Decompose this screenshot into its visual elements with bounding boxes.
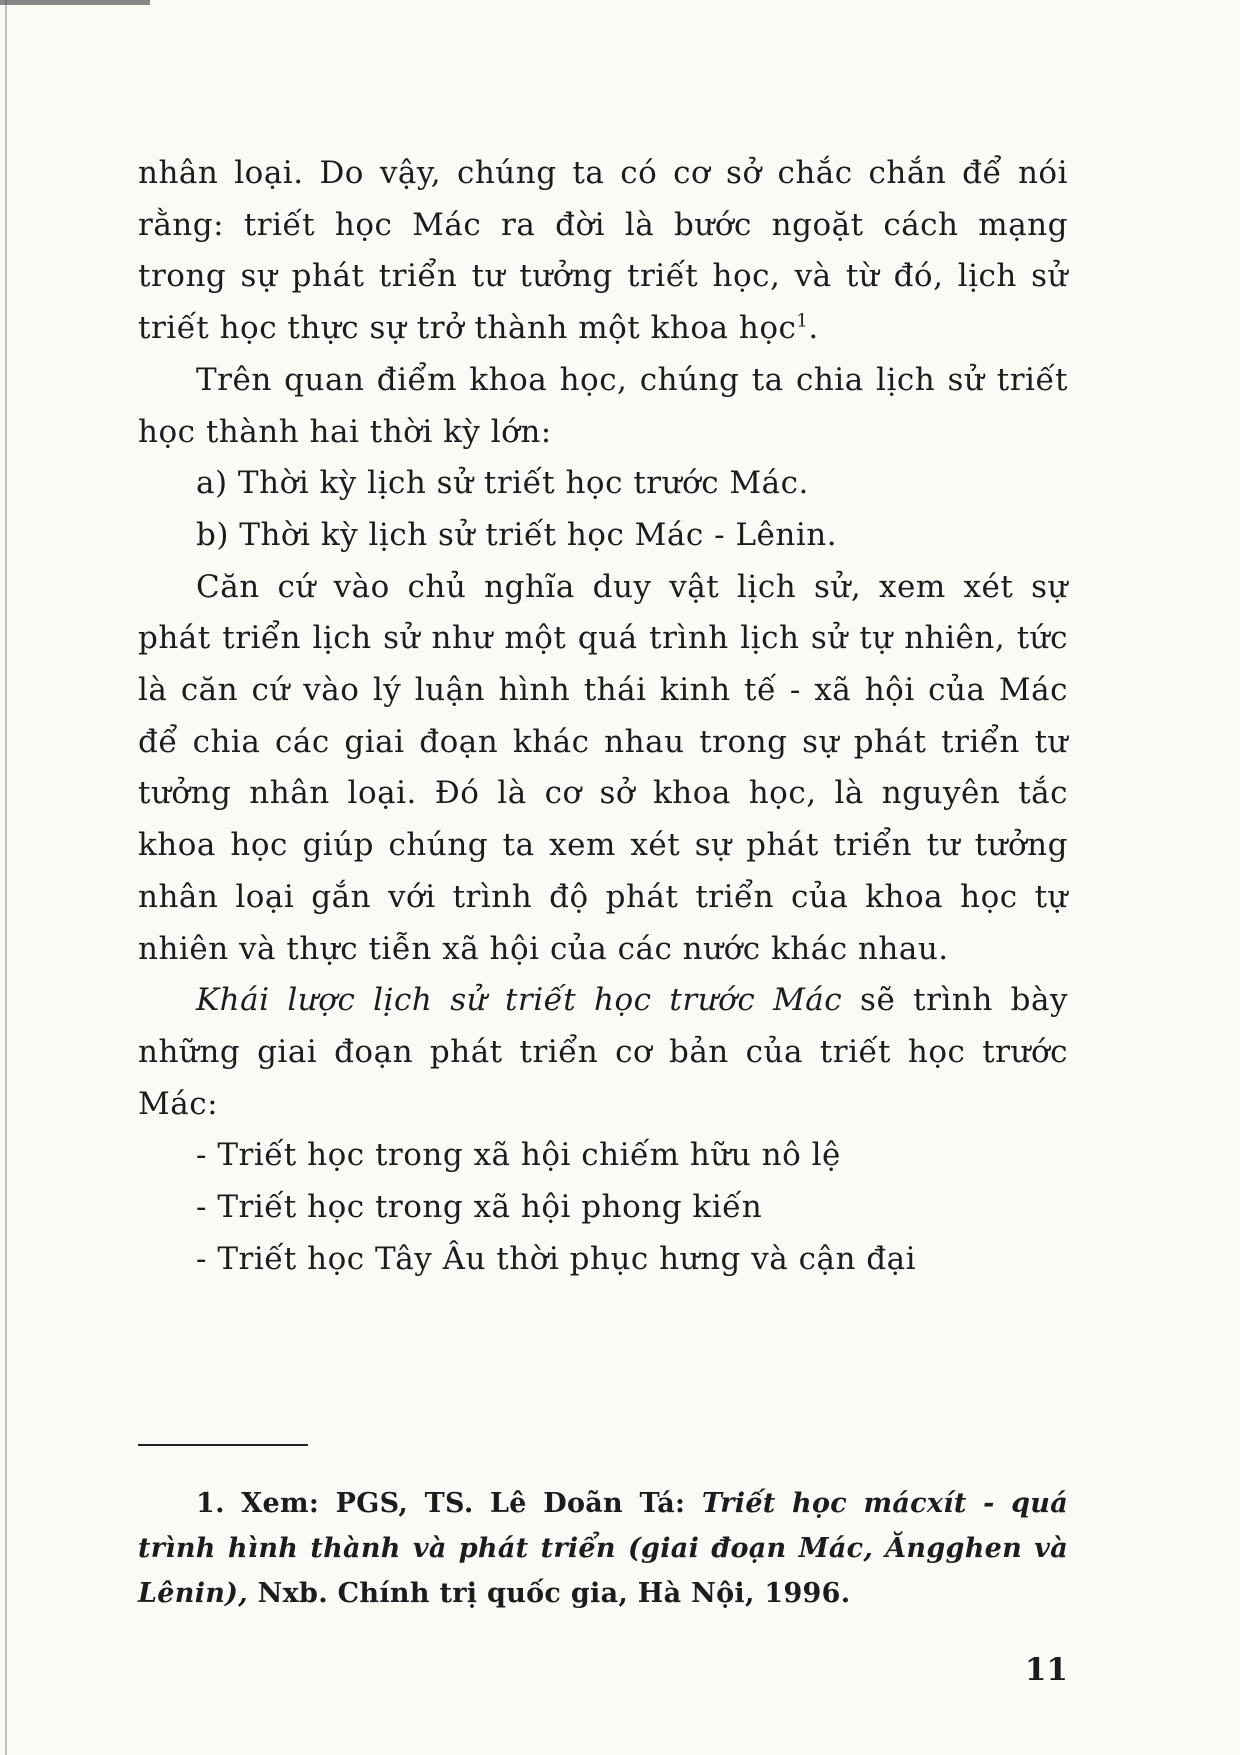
footnote-book-title: Triết học mácxít - quá trình hình thành và phát triển (giai đoạn Mác, Ăngghen và Lênin),	[138, 1488, 1068, 1609]
stage-item-2: - Triết học trong xã hội phong kiến	[196, 1189, 763, 1226]
footnote-divider	[138, 1444, 308, 1446]
stage-item-1: - Triết học trong xã hội chiếm hữu nô lệ	[196, 1137, 841, 1174]
period-item-a: a) Thời kỳ lịch sử triết học trước Mác.	[196, 465, 809, 502]
book-section-title: Khái lược lịch sử triết học trước Mác	[196, 982, 843, 1019]
paragraph-4: Khái lược lịch sử triết học trước Mác sẽ trình bày những giai đoạn phát triển cơ bản của triết học trước Mác:	[138, 982, 1068, 1122]
paragraph-2: Trên quan điểm khoa học, chúng ta chia lịch sử triết học thành hai thời kỳ lớn:	[138, 361, 1068, 450]
footnote-number: 1.	[196, 1488, 225, 1519]
period-item-b: b) Thời kỳ lịch sử triết học Mác - Lênin.	[196, 516, 838, 553]
page-number: 11	[1024, 1652, 1068, 1688]
paragraph-1: nhân loại. Do vậy, chúng ta có cơ sở chắc chắn để nói rằng: triết học Mác ra đời là bước ngoặt cách mạng trong sự phát triển tư tưởng triết học, và từ đó, lịch sử triết học thực sự trở thành một khoa học$^1$.	[138, 155, 1068, 347]
footnote: 1. Xem: PGS, TS. Lê Doãn Tá: Triết học mácxít - quá trình hình thành và phát triển (giai đoạn Mác, Ăngghen và Lênin), Nxb. Chính trị quốc gia, Hà Nội, 1996.	[138, 1488, 1068, 1609]
scan-edge-mark	[0, 0, 150, 5]
footnote-reference[interactable]: 1	[796, 310, 809, 332]
body-text	[138, 148, 1068, 1285]
paragraph-3: Căn cứ vào chủ nghĩa duy vật lịch sử, xem xét sự phát triển lịch sử như một quá trình lịch sử tự nhiên, tức là căn cứ vào lý luận hình thái kinh tế - xã hội của Mác để chia các giai đoạn khác nhau trong sự phát triển tư tưởng nhân loại. Đó là cơ sở khoa học, là nguyên tắc khoa học giúp chúng ta xem xét sự phát triển tư tưởng nhân loại gắn với trình độ phát triển của khoa học tự nhiên và thực tiễn xã hội của các nước khác nhau.	[138, 568, 1068, 967]
scan-left-edge	[5, 0, 7, 1755]
stage-item-3: - Triết học Tây Âu thời phục hưng và cận đại	[196, 1240, 916, 1277]
